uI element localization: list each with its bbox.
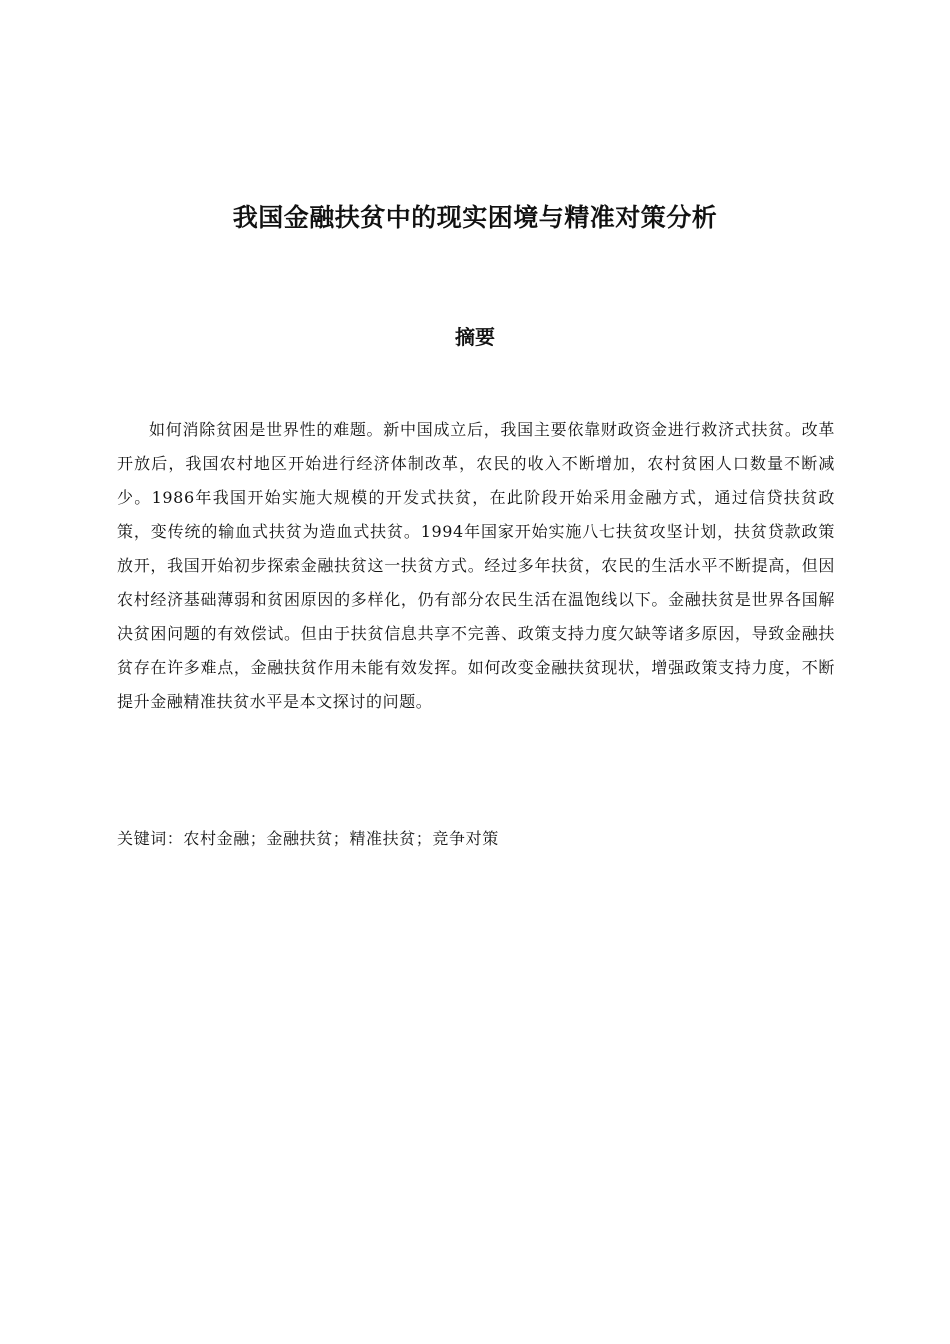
abstract-heading: 摘要	[455, 325, 495, 349]
document-title: 我国金融扶贫中的现实困境与精准对策分析	[232, 203, 718, 232]
abstract-paragraph: 如何消除贫困是世界性的难题。新中国成立后，我国主要依靠财政资金进行救济式扶贫。改革开放后，我国农村地区开始进行经济体制改革，农民的收入不断增加，农村贫困人口数量不断减少。1986年我国开始实施大规模的开发式扶贫，在此阶段开始采用金融方式，通过信贷扶贫政策，变传统的输血式扶贫为造血式扶贫。1994年国家开始实施八七扶贫攻坚计划，扶贫贷款政策放开，我国开始初步探索金融扶贫这一扶贫方式。经过多年扶贫，农民的生活水平不断提高，但因农村经济基础薄弱和贫困原因的多样化，仍有部分农民生活在温饱线以下。金融扶贫是世界各国解决贫困问题的有效偿试。但由于扶贫信息共享不完善、政策支持力度欠缺等诸多原因，导致金融扶贫存在许多难点，金融扶贫作用未能有效发挥。如何改变金融扶贫现状，增强政策支持力度，不断提升金融精准扶贫水平是本文探讨的问题。	[117, 420, 835, 711]
keywords-line: 关键词：农村金融；金融扶贫；精准扶贫；竞争对策	[117, 829, 499, 848]
